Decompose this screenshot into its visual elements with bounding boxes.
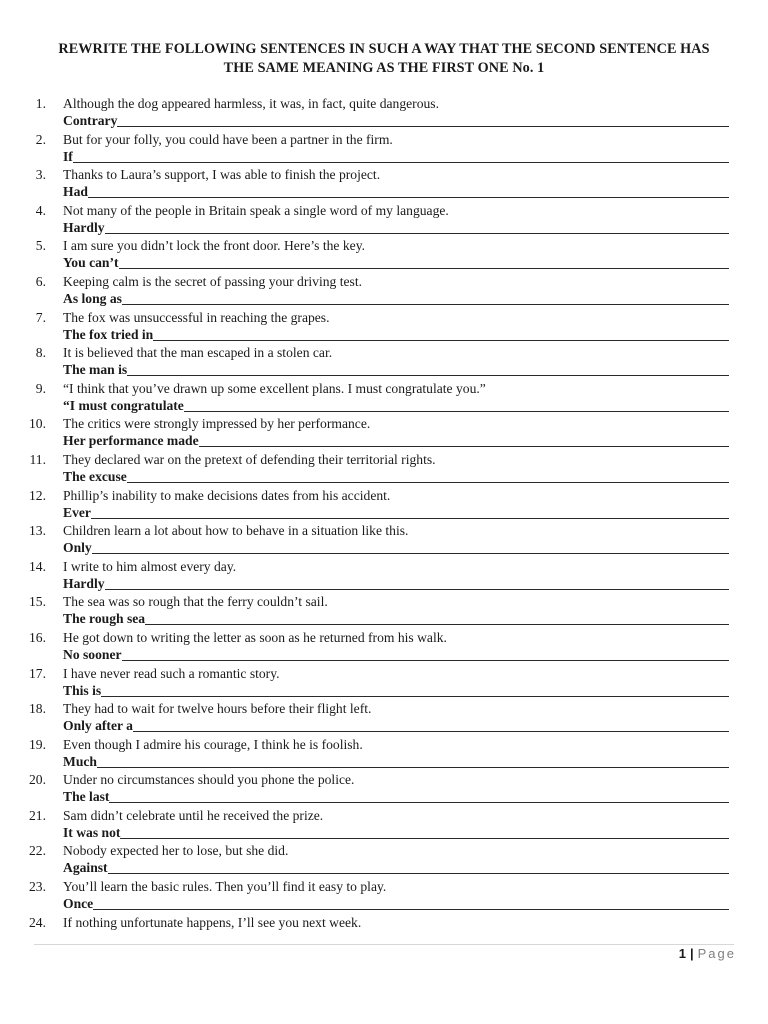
item-number: 1.	[35, 96, 46, 111]
rewrite-answer-line	[63, 646, 729, 664]
answer-blank[interactable]	[101, 683, 729, 697]
page-footer	[679, 946, 736, 961]
original-sentence: Phillip’s inability to make decisions dates from his accident.	[63, 487, 391, 503]
exercise-list	[0, 95, 768, 949]
original-sentence: “I think that you’ve drawn up some excellent plans. I must congratulate you.”	[63, 380, 486, 396]
rewrite-answer-line	[63, 326, 729, 344]
exercise-item	[0, 273, 768, 309]
rewrite-answer-line	[63, 610, 729, 628]
answer-blank[interactable]	[184, 398, 729, 412]
original-sentence: I am sure you didn’t lock the front door. Here’s the key.	[63, 238, 366, 254]
page-number: 1	[678, 946, 686, 961]
original-sentence: Sam didn’t celebrate until he received the prize.	[63, 807, 324, 823]
answer-blank[interactable]	[97, 754, 729, 768]
rewrite-answer-line	[63, 397, 729, 415]
rewrite-answer-line	[63, 753, 729, 771]
answer-blank[interactable]	[127, 469, 729, 483]
rewrite-prompt: The fox tried in	[63, 326, 154, 342]
rewrite-prompt: Contrary	[63, 113, 118, 128]
original-sentence: He got down to writing the letter as soon as he returned from his walk.	[63, 629, 447, 645]
original-sentence: They had to wait for twelve hours before their flight left.	[63, 701, 372, 717]
exercise-item	[0, 95, 768, 131]
item-number: 21.	[29, 807, 46, 823]
item-number: 19.	[29, 736, 46, 752]
rewrite-answer-line	[63, 219, 729, 237]
exercise-item	[0, 522, 768, 558]
rewrite-answer-line	[63, 824, 729, 842]
original-sentence: Even though I admire his courage, I think he is foolish.	[63, 736, 363, 752]
rewrite-prompt: Ever	[63, 504, 91, 520]
item-number: 18.	[29, 701, 46, 717]
answer-blank[interactable]	[133, 718, 729, 732]
answer-blank[interactable]	[92, 540, 729, 554]
answer-blank[interactable]	[127, 362, 729, 376]
answer-blank[interactable]	[105, 576, 729, 590]
answer-blank[interactable]	[93, 896, 729, 910]
rewrite-answer-line	[63, 504, 729, 522]
answer-blank[interactable]	[73, 149, 729, 163]
rewrite-prompt: The excuse	[63, 468, 127, 484]
rewrite-answer-line	[63, 432, 729, 450]
item-number: 15.	[29, 594, 46, 610]
exercise-item	[0, 593, 768, 629]
original-sentence: The critics were strongly impressed by her performance.	[63, 416, 371, 432]
title-line-1: REWRITE THE FOLLOWING SENTENCES IN SUCH A WAY THAT THE SECOND SENTENCE HAS	[58, 41, 710, 57]
answer-blank[interactable]	[105, 220, 729, 234]
item-number: 24.	[29, 914, 46, 930]
rewrite-answer-line	[63, 682, 729, 700]
item-number: 2.	[35, 131, 46, 147]
item-number: 20.	[29, 772, 46, 788]
footer-divider	[34, 944, 734, 945]
exercise-item	[0, 629, 768, 665]
answer-blank[interactable]	[108, 860, 729, 874]
exercise-item	[0, 166, 768, 202]
item-number: 13.	[29, 523, 46, 539]
item-number: 8.	[35, 345, 46, 361]
rewrite-prompt: Only	[63, 540, 92, 556]
rewrite-answer-line	[63, 361, 729, 379]
original-sentence: Children learn a lot about how to behave in a situation like this.	[63, 523, 409, 539]
answer-blank[interactable]	[117, 113, 729, 127]
title-line-2: THE SAME MEANING AS THE FIRST ONE No. 1	[223, 60, 545, 76]
item-number: 4.	[35, 202, 46, 218]
rewrite-prompt: If	[63, 148, 73, 164]
exercise-item	[0, 878, 768, 914]
exercise-item	[0, 415, 768, 451]
original-sentence: Not many of the people in Britain speak a single word of my language.	[63, 202, 449, 218]
original-sentence: Nobody expected her to lose, but she did.	[63, 843, 289, 859]
exercise-item	[0, 487, 768, 523]
rewrite-prompt: As long as	[63, 290, 122, 306]
rewrite-answer-line	[63, 290, 729, 308]
exercise-item	[0, 344, 768, 380]
item-number: 7.	[35, 309, 46, 325]
rewrite-answer-line	[63, 859, 729, 877]
rewrite-answer-line	[63, 183, 729, 201]
rewrite-prompt: Once	[63, 896, 94, 912]
original-sentence: The sea was so rough that the ferry couldn’t sail.	[63, 594, 328, 610]
rewrite-prompt: No sooner	[63, 646, 122, 662]
rewrite-prompt: The man is	[63, 362, 128, 378]
original-sentence: Keeping calm is the secret of passing your driving test.	[63, 273, 362, 289]
exercise-item	[0, 736, 768, 772]
rewrite-prompt: The last	[63, 789, 110, 805]
rewrite-answer-line	[63, 788, 729, 806]
exercise-item	[0, 237, 768, 273]
rewrite-prompt: It was not	[63, 824, 121, 840]
answer-blank[interactable]	[119, 255, 729, 269]
rewrite-prompt: “I must congratulate	[63, 397, 184, 413]
answer-blank[interactable]	[109, 789, 729, 803]
rewrite-answer-line	[63, 539, 729, 557]
item-number: 10.	[29, 416, 46, 432]
exercise-item	[0, 807, 768, 843]
rewrite-prompt: Hardly	[63, 219, 105, 235]
page-title	[30, 40, 738, 78]
exercise-item	[0, 309, 768, 345]
exercise-item	[0, 771, 768, 807]
original-sentence: You’ll learn the basic rules. Then you’ll find it easy to play.	[63, 879, 387, 895]
item-number: 14.	[29, 558, 46, 574]
answer-blank[interactable]	[199, 433, 729, 447]
exercise-item	[0, 451, 768, 487]
rewrite-prompt: Only after a	[63, 718, 133, 734]
item-number: 12.	[29, 487, 46, 503]
item-number: 16.	[29, 629, 46, 645]
rewrite-answer-line	[63, 112, 729, 130]
rewrite-prompt: This is	[63, 682, 102, 698]
rewrite-prompt: Her performance made	[63, 433, 199, 449]
answer-blank[interactable]	[122, 647, 729, 661]
original-sentence: Although the dog appeared harmless, it was, in fact, quite dangerous.	[63, 96, 439, 111]
item-number: 5.	[35, 238, 46, 254]
item-number: 6.	[35, 273, 46, 289]
rewrite-answer-line	[63, 468, 729, 486]
exercise-item	[0, 131, 768, 167]
original-sentence: Under no circumstances should you phone the police.	[63, 772, 355, 788]
item-number: 23.	[29, 879, 46, 895]
item-number: 17.	[29, 665, 46, 681]
page-label: Page	[697, 946, 736, 961]
exercise-item	[0, 665, 768, 701]
original-sentence: If nothing unfortunate happens, I’ll see you next week.	[63, 914, 362, 930]
rewrite-prompt: Much	[63, 753, 97, 769]
original-sentence: It is believed that the man escaped in a stolen car.	[63, 345, 333, 361]
rewrite-answer-line	[63, 254, 729, 272]
answer-blank[interactable]	[122, 291, 729, 305]
original-sentence: I have never read such a romantic story.	[63, 665, 280, 681]
rewrite-answer-line	[63, 717, 729, 735]
rewrite-prompt: Against	[63, 860, 108, 876]
exercise-item	[0, 842, 768, 878]
rewrite-answer-line	[63, 575, 729, 593]
exercise-item	[0, 380, 768, 416]
exercise-item	[0, 202, 768, 238]
answer-blank[interactable]	[153, 327, 729, 341]
original-sentence: They declared war on the pretext of defending their territorial rights.	[63, 451, 436, 467]
original-sentence: The fox was unsuccessful in reaching the grapes.	[63, 309, 330, 325]
rewrite-prompt: You can’t	[63, 255, 119, 271]
answer-blank[interactable]	[145, 611, 729, 625]
rewrite-prompt: The rough sea	[63, 611, 146, 627]
answer-blank[interactable]	[88, 184, 729, 198]
item-number: 11.	[29, 451, 46, 467]
exercise-item	[0, 700, 768, 736]
answer-blank[interactable]	[120, 825, 729, 839]
rewrite-prompt: Hardly	[63, 575, 105, 591]
item-number: 22.	[29, 843, 46, 859]
original-sentence: But for your folly, you could have been a partner in the firm.	[63, 131, 393, 147]
original-sentence: I write to him almost every day.	[63, 558, 237, 574]
exercise-item	[0, 558, 768, 594]
item-number: 3.	[35, 167, 46, 183]
footer-separator: |	[689, 946, 694, 961]
original-sentence: Thanks to Laura’s support, I was able to finish the project.	[63, 167, 381, 183]
item-number: 9.	[35, 380, 46, 396]
rewrite-answer-line	[63, 895, 729, 913]
rewrite-answer-line	[63, 148, 729, 166]
answer-blank[interactable]	[91, 505, 729, 519]
rewrite-prompt: Had	[63, 184, 88, 200]
